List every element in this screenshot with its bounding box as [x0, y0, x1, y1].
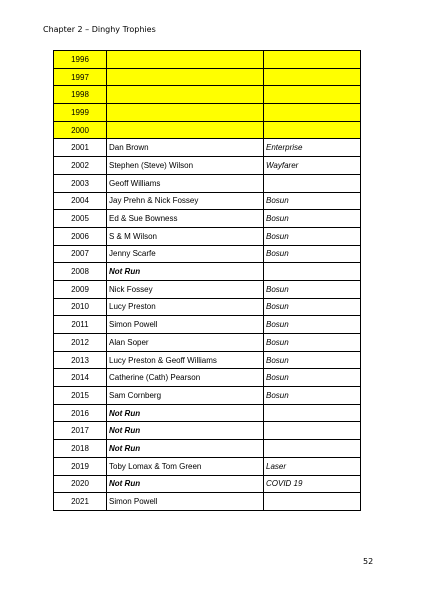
winner-cell: Geoff Williams	[107, 174, 264, 192]
boat-class-cell: Bosun	[264, 280, 361, 298]
trophy-table-body	[54, 51, 361, 511]
boat-class-cell: Bosun	[264, 192, 361, 210]
year-cell: 2006	[54, 227, 107, 245]
boat-class-cell	[264, 174, 361, 192]
year-cell: 2020	[54, 475, 107, 493]
table-row	[54, 139, 361, 157]
year-cell: 2005	[54, 210, 107, 228]
table-row	[54, 86, 361, 104]
table-row	[54, 334, 361, 352]
year-cell: 2014	[54, 369, 107, 387]
year-cell: 1998	[54, 86, 107, 104]
winner-cell	[107, 68, 264, 86]
year-cell: 2002	[54, 157, 107, 175]
table-row	[54, 157, 361, 175]
year-cell: 2018	[54, 440, 107, 458]
boat-class-cell: Laser	[264, 457, 361, 475]
winner-cell: Not Run	[107, 422, 264, 440]
page-number: 52	[363, 557, 374, 566]
winner-cell: Catherine (Cath) Pearson	[107, 369, 264, 387]
boat-class-cell	[264, 493, 361, 511]
table-row	[54, 404, 361, 422]
year-cell: 2003	[54, 174, 107, 192]
table-row	[54, 121, 361, 139]
table-row	[54, 280, 361, 298]
winner-cell: S & M Wilson	[107, 227, 264, 245]
winner-cell: Ed & Sue Bowness	[107, 210, 264, 228]
boat-class-cell: Bosun	[264, 369, 361, 387]
table-row	[54, 493, 361, 511]
year-cell: 1997	[54, 68, 107, 86]
year-cell: 2000	[54, 121, 107, 139]
winner-cell	[107, 51, 264, 69]
table-row	[54, 440, 361, 458]
winner-cell: Jay Prehn & Nick Fossey	[107, 192, 264, 210]
year-cell: 2007	[54, 245, 107, 263]
winner-cell: Alan Soper	[107, 334, 264, 352]
table-row	[54, 387, 361, 405]
winner-cell: Not Run	[107, 404, 264, 422]
winner-cell: Simon Powell	[107, 493, 264, 511]
year-cell: 2012	[54, 334, 107, 352]
year-cell: 1999	[54, 104, 107, 122]
year-cell: 2001	[54, 139, 107, 157]
winner-cell	[107, 121, 264, 139]
winner-cell: Simon Powell	[107, 316, 264, 334]
table-row	[54, 475, 361, 493]
table-row	[54, 263, 361, 281]
year-cell: 2009	[54, 280, 107, 298]
winner-cell: Not Run	[107, 263, 264, 281]
page-header: Chapter 2 – Dinghy Trophies	[43, 25, 156, 34]
year-cell: 1996	[54, 51, 107, 69]
table-row	[54, 316, 361, 334]
winner-cell	[107, 104, 264, 122]
table-row	[54, 210, 361, 228]
boat-class-cell	[264, 51, 361, 69]
boat-class-cell: Bosun	[264, 351, 361, 369]
table-row	[54, 174, 361, 192]
year-cell: 2008	[54, 263, 107, 281]
boat-class-cell: Bosun	[264, 245, 361, 263]
boat-class-cell: Bosun	[264, 298, 361, 316]
table-row	[54, 298, 361, 316]
boat-class-cell: Enterprise	[264, 139, 361, 157]
boat-class-cell	[264, 263, 361, 281]
table-row	[54, 422, 361, 440]
boat-class-cell: Bosun	[264, 227, 361, 245]
year-cell: 2019	[54, 457, 107, 475]
boat-class-cell: Bosun	[264, 334, 361, 352]
boat-class-cell	[264, 68, 361, 86]
table-row	[54, 351, 361, 369]
winner-cell: Not Run	[107, 475, 264, 493]
table-row	[54, 51, 361, 69]
boat-class-cell: Wayfarer	[264, 157, 361, 175]
boat-class-cell: Bosun	[264, 387, 361, 405]
winner-cell: Jenny Scarfe	[107, 245, 264, 263]
boat-class-cell: Bosun	[264, 210, 361, 228]
year-cell: 2013	[54, 351, 107, 369]
table-row	[54, 457, 361, 475]
boat-class-cell	[264, 440, 361, 458]
winner-cell: Toby Lomax & Tom Green	[107, 457, 264, 475]
winner-cell: Dan Brown	[107, 139, 264, 157]
table-row	[54, 227, 361, 245]
boat-class-cell	[264, 86, 361, 104]
winner-cell	[107, 86, 264, 104]
table-row	[54, 192, 361, 210]
boat-class-cell	[264, 104, 361, 122]
year-cell: 2011	[54, 316, 107, 334]
winner-cell: Nick Fossey	[107, 280, 264, 298]
trophy-table	[53, 50, 361, 511]
table-row	[54, 68, 361, 86]
boat-class-cell	[264, 121, 361, 139]
year-cell: 2016	[54, 404, 107, 422]
year-cell: 2017	[54, 422, 107, 440]
winner-cell: Stephen (Steve) Wilson	[107, 157, 264, 175]
table-row	[54, 245, 361, 263]
winner-cell: Not Run	[107, 440, 264, 458]
winner-cell: Lucy Preston	[107, 298, 264, 316]
table-row	[54, 104, 361, 122]
winner-cell: Lucy Preston & Geoff Williams	[107, 351, 264, 369]
year-cell: 2010	[54, 298, 107, 316]
year-cell: 2004	[54, 192, 107, 210]
year-cell: 2015	[54, 387, 107, 405]
boat-class-cell	[264, 422, 361, 440]
winner-cell: Sam Cornberg	[107, 387, 264, 405]
boat-class-cell	[264, 404, 361, 422]
boat-class-cell: Bosun	[264, 316, 361, 334]
table-row	[54, 369, 361, 387]
boat-class-cell: COVID 19	[264, 475, 361, 493]
year-cell: 2021	[54, 493, 107, 511]
